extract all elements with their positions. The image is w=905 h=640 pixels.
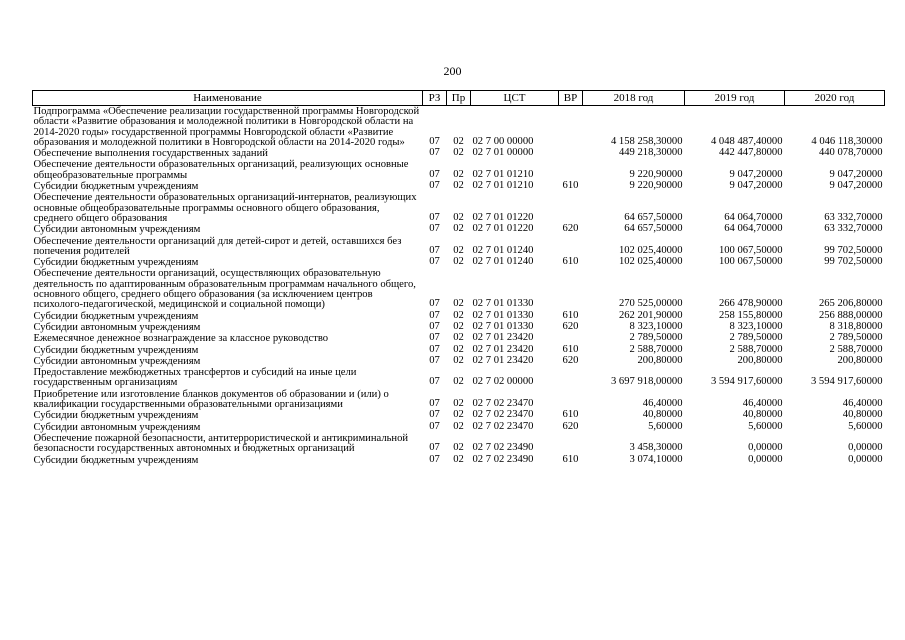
cell-2019: 46,40000: [742, 398, 783, 410]
cell-2019: 0,00000: [748, 442, 783, 454]
header-rz: РЗ: [423, 91, 447, 106]
cell-rz: 07: [429, 354, 440, 366]
table-row: [33, 422, 885, 433]
cell-2018: 102 025,40000: [618, 244, 683, 256]
header-2020: 2020 год: [785, 91, 885, 106]
cell-cst: 02 7 01 01330: [472, 298, 534, 310]
cell-2020: 5,60000: [848, 420, 883, 432]
cell-rz: 07: [429, 298, 440, 310]
table-row: [33, 159, 885, 181]
cell-pr: 02: [453, 320, 464, 332]
cell-rz: 07: [429, 453, 440, 465]
cell-2020: 256 888,00000: [818, 309, 883, 321]
cell-2018: 9 220,90000: [629, 180, 683, 192]
cell-cst: 02 7 01 01330: [472, 309, 534, 321]
table-row: [33, 455, 885, 466]
header-pr: Пр: [447, 91, 471, 106]
cell-cst: 02 7 01 23420: [472, 343, 534, 355]
cell-pr: 02: [453, 420, 464, 432]
cell-vr: 620: [562, 420, 579, 432]
cell-vr: [559, 367, 583, 389]
cell-name: Субсидии автономным учреждениям: [33, 224, 201, 236]
cell-rz: 07: [429, 180, 440, 192]
cell-name: Обеспечение деятельности организаций, осуществляющих образовательную деятельность по адаптированным образовательным программам начального общего, основного общего, среднего общего образования (за исключением центров психолого-педагогической, медицинской и социальной помощи): [33, 268, 416, 311]
table-row: [33, 257, 885, 268]
cell-2018: 40,80000: [642, 409, 683, 421]
cell-2018: 46,40000: [642, 398, 683, 410]
cell-2018: 449 218,30000: [618, 147, 683, 159]
cell-cst: 02 7 02 23470: [472, 420, 534, 432]
cell-vr: [559, 192, 583, 224]
cell-cst: 02 7 01 01210: [472, 180, 534, 192]
cell-name: Обеспечение пожарной безопасности, антитеррористической и антикриминальной безопасности государственных автономных и бюджетных организаций: [33, 432, 409, 455]
cell-2020: 2 789,50000: [829, 332, 883, 344]
cell-rz: 07: [429, 442, 440, 454]
cell-pr: 02: [453, 398, 464, 410]
cell-rz: 07: [429, 376, 440, 388]
cell-name: Обеспечение выполнения государственных заданий: [33, 148, 268, 160]
cell-2020: 99 702,50000: [824, 244, 883, 256]
cell-vr: 620: [562, 223, 579, 235]
page-number: 200: [443, 64, 462, 78]
cell-name: Субсидии бюджетным учреждениям: [33, 410, 199, 422]
cell-2019: 200,80000: [737, 354, 783, 366]
cell-pr: 02: [453, 453, 464, 465]
cell-2020: 265 206,80000: [818, 298, 883, 310]
cell-vr: 610: [562, 180, 579, 192]
cell-cst: 02 7 01 01330: [472, 320, 534, 332]
cell-2020: 9 047,20000: [829, 180, 883, 192]
cell-2019: 266 478,90000: [718, 298, 783, 310]
cell-pr: 02: [453, 135, 464, 147]
cell-name: Субсидии бюджетным учреждениям: [33, 181, 199, 193]
cell-name: Ежемесячное денежное вознаграждение за классное руководство: [33, 333, 329, 345]
cell-rz: 07: [429, 332, 440, 344]
cell-vr: [559, 106, 583, 149]
cell-2020: 0,00000: [848, 442, 883, 454]
cell-rz: 07: [429, 256, 440, 268]
cell-pr: 02: [453, 409, 464, 421]
cell-2018: 8 323,10000: [629, 320, 683, 332]
cell-2019: 9 047,20000: [729, 168, 783, 180]
cell-2019: 100 067,50000: [718, 256, 783, 268]
cell-cst: 02 7 02 23470: [472, 398, 534, 410]
table-row: [33, 389, 885, 411]
cell-2020: 99 702,50000: [824, 256, 883, 268]
cell-rz: 07: [429, 135, 440, 147]
cell-vr: 620: [562, 354, 579, 366]
cell-cst: 02 7 01 01210: [472, 168, 534, 180]
cell-2020: 40,80000: [842, 409, 883, 421]
cell-name: Субсидии автономным учреждениям: [33, 321, 201, 333]
cell-name: Субсидии бюджетным учреждениям: [33, 310, 199, 322]
cell-cst: 02 7 01 23420: [472, 354, 534, 366]
cell-2019: 258 155,80000: [718, 309, 783, 321]
cell-pr: 02: [453, 309, 464, 321]
cell-name: Обеспечение деятельности организаций для детей-сирот и детей, оставшихся без попечения родителей: [33, 235, 402, 257]
budget-table: [32, 90, 885, 466]
cell-cst: 02 7 02 23490: [472, 442, 534, 454]
cell-name: Предоставление межбюджетных трансфертов и субсидий на иные цели государственным организациям: [33, 367, 357, 389]
cell-rz: 07: [429, 244, 440, 256]
cell-2018: 64 657,50000: [624, 211, 683, 223]
cell-2019: 40,80000: [742, 409, 783, 421]
cell-2020: 200,80000: [837, 354, 883, 366]
cell-name: Обеспечение деятельности образовательных организаций-интернатов, реализующих основные общеобразовательные программы основного общего образования, среднего общего образования: [33, 192, 417, 224]
cell-2019: 4 048 487,40000: [710, 135, 783, 147]
table-header-row: [33, 91, 885, 106]
cell-2019: 64 064,70000: [724, 211, 783, 223]
cell-2018: 270 525,00000: [618, 298, 683, 310]
cell-pr: 02: [453, 168, 464, 180]
header-cst: ЦСТ: [471, 91, 559, 106]
cell-2019: 0,00000: [748, 453, 783, 465]
table-row: [33, 433, 885, 455]
cell-2020: 440 078,70000: [818, 147, 883, 159]
cell-2020: 63 332,70000: [824, 211, 883, 223]
cell-name: Приобретение или изготовление бланков документов об образовании и (или) о квалификации государственными образовательными организациями: [33, 388, 389, 411]
cell-cst: 02 7 02 23470: [472, 409, 534, 421]
cell-2018: 3 074,10000: [629, 453, 683, 465]
table-row: [33, 181, 885, 192]
cell-cst: 02 7 01 01240: [472, 244, 534, 256]
cell-rz: 07: [429, 168, 440, 180]
cell-2020: 3 594 917,60000: [810, 376, 883, 388]
cell-2020: 46,40000: [842, 398, 883, 410]
cell-name: Обеспечение деятельности образовательных организаций, реализующих основные общеобразовательные программы: [33, 159, 409, 181]
cell-vr: [559, 148, 583, 159]
header-name: Наименование: [33, 91, 423, 106]
cell-rz: 07: [429, 211, 440, 223]
cell-name: Подпрограмма «Обеспечение реализации государственной программы Новгородской области «Развитие образования и молодежной политики в Новгородской области на 2014-2020 годы» государственной программы Новгородской области «Развитие образования и молодежной политики в Новгородской области на 2014-2020 годы»: [33, 106, 420, 148]
table-row: [33, 367, 885, 389]
cell-2018: 262 201,90000: [618, 309, 683, 321]
table-row: [33, 410, 885, 421]
cell-pr: 02: [453, 354, 464, 366]
cell-cst: 02 7 01 01220: [472, 223, 534, 235]
cell-2018: 64 657,50000: [624, 223, 683, 235]
cell-2019: 100 067,50000: [718, 244, 783, 256]
cell-pr: 02: [453, 256, 464, 268]
table-row: [33, 268, 885, 310]
cell-rz: 07: [429, 309, 440, 321]
cell-2020: 9 047,20000: [829, 168, 883, 180]
header-vr: ВР: [559, 91, 583, 106]
table-row: [33, 333, 885, 344]
cell-pr: 02: [453, 223, 464, 235]
cell-rz: 07: [429, 343, 440, 355]
cell-cst: 02 7 01 01220: [472, 211, 534, 223]
cell-rz: 07: [429, 420, 440, 432]
cell-pr: 02: [453, 332, 464, 344]
cell-vr: [559, 236, 583, 258]
cell-name: Субсидии автономным учреждениям: [33, 421, 201, 433]
header-2018: 2018 год: [583, 91, 685, 106]
cell-2020: 2 588,70000: [829, 343, 883, 355]
cell-vr: [559, 333, 583, 344]
header-2019: 2019 год: [685, 91, 785, 106]
cell-vr: 610: [562, 409, 579, 421]
cell-rz: 07: [429, 223, 440, 235]
cell-name: Субсидии бюджетным учреждениям: [33, 344, 199, 356]
cell-cst: 02 7 02 23490: [472, 453, 534, 465]
cell-2020: 0,00000: [848, 453, 883, 465]
cell-pr: 02: [453, 211, 464, 223]
cell-pr: 02: [453, 244, 464, 256]
cell-2018: 3 697 918,00000: [610, 376, 683, 388]
cell-2019: 442 447,80000: [718, 147, 783, 159]
cell-name: Субсидии автономным учреждениям: [33, 355, 201, 367]
cell-2019: 2 588,70000: [729, 343, 783, 355]
cell-2019: 64 064,70000: [724, 223, 783, 235]
cell-vr: 620: [562, 320, 579, 332]
table-row: [33, 148, 885, 159]
cell-vr: [559, 268, 583, 310]
cell-vr: [559, 433, 583, 455]
cell-cst: 02 7 01 23420: [472, 332, 534, 344]
cell-2019: 2 789,50000: [729, 332, 783, 344]
cell-vr: 610: [562, 453, 579, 465]
cell-vr: 610: [562, 309, 579, 321]
cell-vr: 610: [562, 343, 579, 355]
cell-pr: 02: [453, 298, 464, 310]
cell-2018: 3 458,30000: [629, 442, 683, 454]
cell-2018: 5,60000: [648, 420, 683, 432]
table-row: [33, 106, 885, 149]
cell-cst: 02 7 02 00000: [472, 376, 534, 388]
cell-cst: 02 7 00 00000: [472, 135, 534, 147]
cell-rz: 07: [429, 320, 440, 332]
cell-pr: 02: [453, 343, 464, 355]
cell-vr: 610: [562, 256, 579, 268]
cell-2019: 9 047,20000: [729, 180, 783, 192]
cell-pr: 02: [453, 376, 464, 388]
cell-2018: 9 220,90000: [629, 168, 683, 180]
cell-2020: 4 046 118,30000: [811, 135, 883, 147]
cell-vr: [559, 389, 583, 411]
cell-vr: [559, 159, 583, 181]
cell-2018: 2 789,50000: [629, 332, 683, 344]
cell-2019: 5,60000: [748, 420, 783, 432]
cell-pr: 02: [453, 442, 464, 454]
cell-cst: 02 7 01 01240: [472, 256, 534, 268]
cell-pr: 02: [453, 180, 464, 192]
cell-2018: 102 025,40000: [618, 256, 683, 268]
cell-rz: 07: [429, 147, 440, 159]
table-row: [33, 192, 885, 224]
cell-rz: 07: [429, 398, 440, 410]
cell-name: Субсидии бюджетным учреждениям: [33, 257, 199, 269]
cell-2020: 8 318,80000: [829, 320, 883, 332]
cell-name: Субсидии бюджетным учреждениям: [33, 454, 199, 466]
cell-2018: 2 588,70000: [629, 343, 683, 355]
cell-2019: 3 594 917,60000: [710, 376, 783, 388]
cell-2020: 63 332,70000: [824, 223, 883, 235]
cell-cst: 02 7 01 00000: [472, 147, 534, 159]
cell-2019: 8 323,10000: [729, 320, 783, 332]
table-row: [33, 356, 885, 367]
table-row: [33, 224, 885, 235]
cell-rz: 07: [429, 409, 440, 421]
cell-2018: 4 158 258,30000: [610, 135, 683, 147]
cell-pr: 02: [453, 147, 464, 159]
cell-2018: 200,80000: [637, 354, 683, 366]
table-row: [33, 236, 885, 258]
